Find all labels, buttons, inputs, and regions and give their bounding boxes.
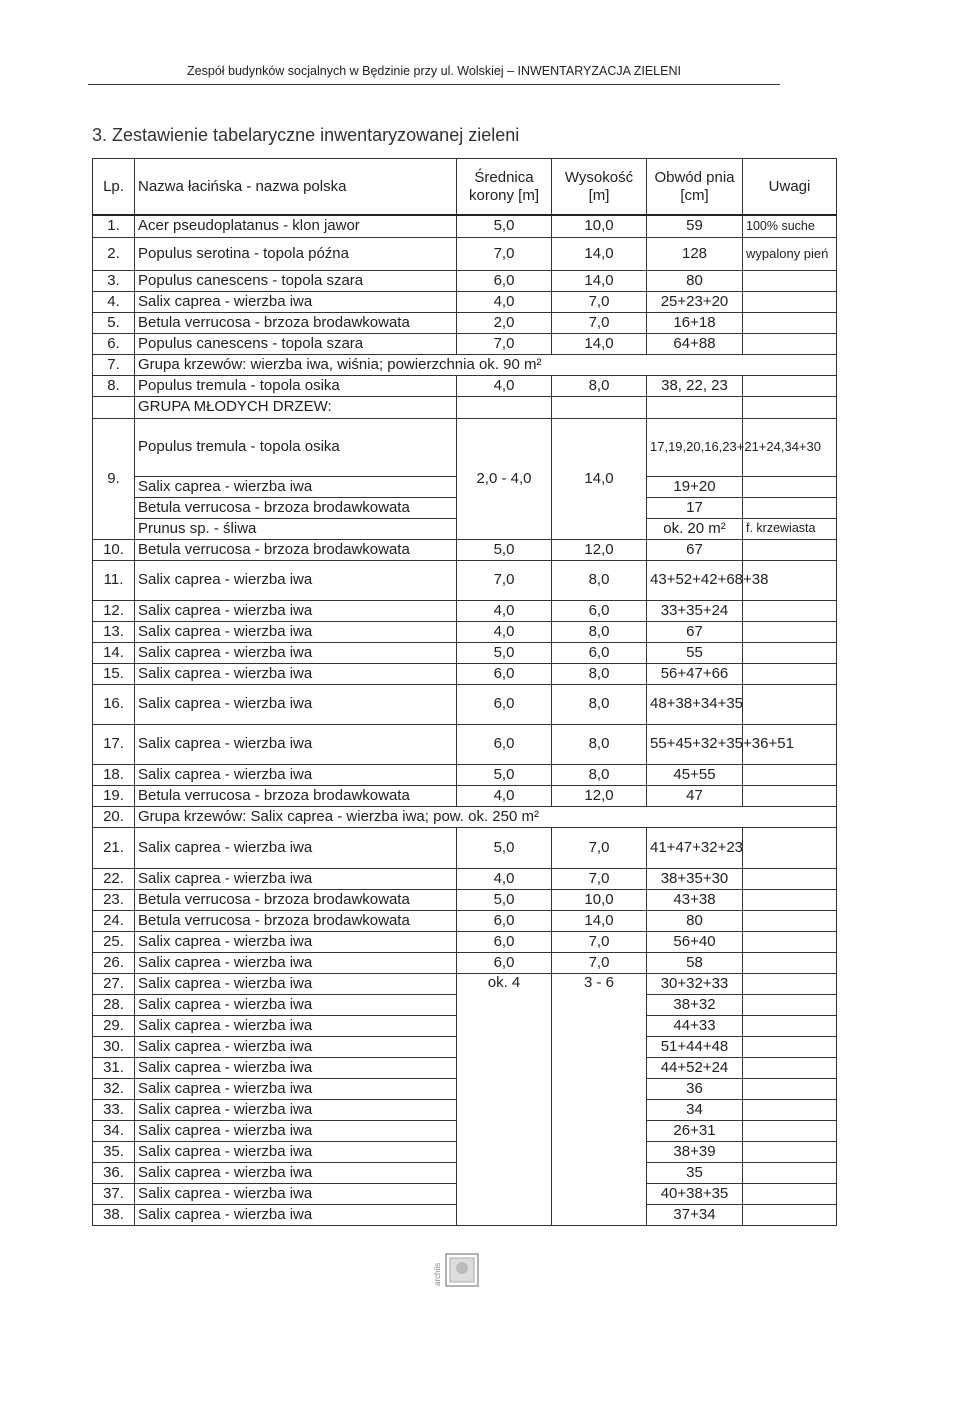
- cell-trunk: 34: [647, 1099, 743, 1120]
- table-row: [93, 270, 837, 291]
- cell-name: Populus tremula - topola osika: [135, 375, 457, 396]
- col-lp: Lp.: [93, 159, 135, 216]
- cell-trunk: 38+35+30: [647, 868, 743, 889]
- cell-notes: [743, 621, 837, 642]
- cell-lp: 25.: [93, 931, 135, 952]
- table-row: [93, 910, 837, 931]
- cell-notes: [743, 1183, 837, 1204]
- cell-crown: 4,0: [457, 868, 552, 889]
- cell-lp: 21.: [93, 827, 135, 868]
- cell-name: Salix caprea - wierzba iwa: [135, 764, 457, 785]
- cell-height: 8,0: [552, 375, 647, 396]
- cell-notes: [743, 1036, 837, 1057]
- cell-height: 14,0: [552, 910, 647, 931]
- cell-trunk: 55+45+32+35+36+51: [647, 724, 743, 764]
- cell-trunk: 67: [647, 539, 743, 560]
- cell-crown: 6,0: [457, 684, 552, 724]
- cell-height: 14,0: [552, 418, 647, 539]
- table-row: [93, 973, 837, 994]
- cell-name: Grupa krzewów: Salix caprea - wierzba iwa; pow. ok. 250 m²: [135, 806, 837, 827]
- cell-trunk: 45+55: [647, 764, 743, 785]
- cell-name: Salix caprea - wierzba iwa: [135, 642, 457, 663]
- cell-name: Salix caprea - wierzba iwa: [135, 1183, 457, 1204]
- cell-notes: [743, 1015, 837, 1036]
- cell-name: Salix caprea - wierzba iwa: [135, 1120, 457, 1141]
- cell-notes: [743, 1057, 837, 1078]
- cell-trunk: 80: [647, 270, 743, 291]
- cell-trunk: 67: [647, 621, 743, 642]
- col-name: Nazwa łacińska - nazwa polska: [135, 159, 457, 216]
- cell-crown: 6,0: [457, 910, 552, 931]
- cell-lp: 32.: [93, 1078, 135, 1099]
- cell-notes: [743, 1162, 837, 1183]
- cell-notes: [743, 973, 837, 994]
- cell-crown: 4,0: [457, 600, 552, 621]
- table-row: [93, 889, 837, 910]
- cell-name: Salix caprea - wierzba iwa: [135, 952, 457, 973]
- cell-lp: 26.: [93, 952, 135, 973]
- cell-notes: [743, 994, 837, 1015]
- cell-lp: 20.: [93, 806, 135, 827]
- cell-lp: 23.: [93, 889, 135, 910]
- cell-notes: [743, 312, 837, 333]
- cell-height: 7,0: [552, 952, 647, 973]
- cell-height: 8,0: [552, 621, 647, 642]
- cell-trunk: 51+44+48: [647, 1036, 743, 1057]
- cell-height: 7,0: [552, 827, 647, 868]
- cell-notes: [743, 1204, 837, 1225]
- cell-notes: [743, 539, 837, 560]
- cell-crown: 5,0: [457, 764, 552, 785]
- cell-trunk: 56+47+66: [647, 663, 743, 684]
- table-row: [93, 396, 837, 418]
- cell-trunk: 17: [647, 497, 743, 518]
- cell-notes: [743, 1141, 837, 1162]
- cell-lp: 16.: [93, 684, 135, 724]
- cell-name: Populus serotina - topola późna: [135, 237, 457, 270]
- cell-height: 8,0: [552, 724, 647, 764]
- cell-notes: wypalony pień: [743, 237, 837, 270]
- cell-name: Betula verrucosa - brzoza brodawkowata: [135, 312, 457, 333]
- cell-crown: 4,0: [457, 375, 552, 396]
- table-row: [93, 724, 837, 764]
- cell-trunk: 38+39: [647, 1141, 743, 1162]
- cell-notes: [743, 270, 837, 291]
- col-notes: Uwagi: [743, 159, 837, 216]
- table-row: [93, 312, 837, 333]
- table-cell: [552, 396, 647, 418]
- cell-name: Salix caprea - wierzba iwa: [135, 1162, 457, 1183]
- col-crown: Średnica korony [m]: [457, 159, 552, 216]
- cell-trunk: 55: [647, 642, 743, 663]
- cell-name: Salix caprea - wierzba iwa: [135, 827, 457, 868]
- cell-lp: 24.: [93, 910, 135, 931]
- cell-trunk: 17,19,20,16,23+21+24,34+30: [647, 418, 743, 476]
- inventory-table: [92, 158, 837, 1226]
- cell-lp: 10.: [93, 539, 135, 560]
- cell-lp: 27.: [93, 973, 135, 994]
- cell-trunk: 44+52+24: [647, 1057, 743, 1078]
- cell-lp: 38.: [93, 1204, 135, 1225]
- cell-crown: 4,0: [457, 291, 552, 312]
- cell-name: Betula verrucosa - brzoza brodawkowata: [135, 785, 457, 806]
- cell-notes: [743, 827, 837, 868]
- cell-lp: 18.: [93, 764, 135, 785]
- cell-trunk: 47: [647, 785, 743, 806]
- cell-crown: 5,0: [457, 642, 552, 663]
- cell-crown: 2,0 - 4,0: [457, 418, 552, 539]
- cell-crown: 6,0: [457, 270, 552, 291]
- cell-trunk: 37+34: [647, 1204, 743, 1225]
- cell-height: 7,0: [552, 868, 647, 889]
- cell-crown: 5,0: [457, 215, 552, 237]
- cell-crown: 4,0: [457, 785, 552, 806]
- cell-name: Salix caprea - wierzba iwa: [135, 476, 457, 497]
- cell-trunk: 128: [647, 237, 743, 270]
- cell-crown: 6,0: [457, 663, 552, 684]
- cell-lp: 7.: [93, 354, 135, 375]
- table-row: [93, 291, 837, 312]
- table-row: [93, 237, 837, 270]
- cell-name: Salix caprea - wierzba iwa: [135, 994, 457, 1015]
- cell-trunk: 41+47+32+23: [647, 827, 743, 868]
- cell-name: Grupa krzewów: wierzba iwa, wiśnia; powierzchnia ok. 90 m²: [135, 354, 837, 375]
- cell-height: 8,0: [552, 560, 647, 600]
- cell-trunk: 64+88: [647, 333, 743, 354]
- cell-height: 10,0: [552, 215, 647, 237]
- cell-notes: f. krzewiasta: [743, 518, 837, 539]
- cell-lp: 6.: [93, 333, 135, 354]
- cell-height: 6,0: [552, 600, 647, 621]
- table-row: [93, 764, 837, 785]
- cell-crown: 2,0: [457, 312, 552, 333]
- cell-name: Salix caprea - wierzba iwa: [135, 600, 457, 621]
- table-header-row: [93, 159, 837, 216]
- cell-lp: 29.: [93, 1015, 135, 1036]
- archiis-logo: [432, 1250, 482, 1290]
- cell-name: Betula verrucosa - brzoza brodawkowata: [135, 497, 457, 518]
- cell-height: 14,0: [552, 270, 647, 291]
- cell-name: Salix caprea - wierzba iwa: [135, 684, 457, 724]
- cell-crown: 7,0: [457, 560, 552, 600]
- cell-height: 6,0: [552, 642, 647, 663]
- cell-trunk: 35: [647, 1162, 743, 1183]
- cell-lp: 2.: [93, 237, 135, 270]
- cell-name: Acer pseudoplatanus - klon jawor: [135, 215, 457, 237]
- cell-trunk: 19+20: [647, 476, 743, 497]
- cell-height: 10,0: [552, 889, 647, 910]
- cell-trunk: ok. 20 m²: [647, 518, 743, 539]
- cell-notes: [743, 889, 837, 910]
- table-row: [93, 806, 837, 827]
- cell-height: 12,0: [552, 539, 647, 560]
- cell-notes: [743, 1099, 837, 1120]
- cell-crown: ok. 4: [457, 973, 552, 1225]
- cell-notes: [743, 476, 837, 497]
- table-row: [93, 931, 837, 952]
- cell-name: Salix caprea - wierzba iwa: [135, 1141, 457, 1162]
- cell-trunk: 43+38: [647, 889, 743, 910]
- cell-notes: [743, 868, 837, 889]
- cell-crown: 6,0: [457, 952, 552, 973]
- cell-trunk: 58: [647, 952, 743, 973]
- cell-name: Salix caprea - wierzba iwa: [135, 1057, 457, 1078]
- cell-notes: [743, 1120, 837, 1141]
- cell-notes: [743, 785, 837, 806]
- section-title: 3. Zestawienie tabelaryczne inwentaryzowanej zieleni: [92, 125, 520, 145]
- cell-trunk: 56+40: [647, 931, 743, 952]
- cell-trunk: 48+38+34+35: [647, 684, 743, 724]
- cell-lp: 13.: [93, 621, 135, 642]
- table-row: [93, 375, 837, 396]
- cell-notes: 100% suche: [743, 215, 837, 237]
- page-header: Zespół budynków socjalnych w Będzinie przy ul. Wolskiej – INWENTARYZACJA ZIELENI: [88, 64, 780, 85]
- cell-lp: 35.: [93, 1141, 135, 1162]
- cell-lp: [93, 396, 135, 418]
- cell-crown: 6,0: [457, 724, 552, 764]
- cell-notes: [743, 333, 837, 354]
- cell-lp: 31.: [93, 1057, 135, 1078]
- cell-name: Salix caprea - wierzba iwa: [135, 724, 457, 764]
- cell-name: Salix caprea - wierzba iwa: [135, 560, 457, 600]
- table-cell: [457, 396, 552, 418]
- cell-notes: [743, 931, 837, 952]
- cell-lp: 17.: [93, 724, 135, 764]
- cell-height: 3 - 6: [552, 973, 647, 1225]
- cell-lp: 36.: [93, 1162, 135, 1183]
- cell-trunk: 44+33: [647, 1015, 743, 1036]
- table-row: [93, 560, 837, 600]
- table-row: [93, 539, 837, 560]
- cell-lp: 14.: [93, 642, 135, 663]
- table-cell: [743, 396, 837, 418]
- cell-notes: [743, 497, 837, 518]
- cell-trunk: 38, 22, 23: [647, 375, 743, 396]
- cell-height: 7,0: [552, 931, 647, 952]
- cell-lp: 4.: [93, 291, 135, 312]
- cell-height: 8,0: [552, 663, 647, 684]
- svg-text:archiis: archiis: [433, 1262, 442, 1286]
- table-row: [93, 785, 837, 806]
- cell-height: 7,0: [552, 291, 647, 312]
- table-row: [93, 333, 837, 354]
- cell-notes: [743, 684, 837, 724]
- cell-lp: 8.: [93, 375, 135, 396]
- cell-trunk: 43+52+42+68+38: [647, 560, 743, 600]
- cell-crown: 5,0: [457, 539, 552, 560]
- cell-lp: 15.: [93, 663, 135, 684]
- cell-lp: 28.: [93, 994, 135, 1015]
- group-heading: GRUPA MŁODYCH DRZEW:: [135, 396, 457, 418]
- cell-notes: [743, 600, 837, 621]
- cell-name: Prunus sp. - śliwa: [135, 518, 457, 539]
- cell-name: Salix caprea - wierzba iwa: [135, 1036, 457, 1057]
- table-row: [93, 621, 837, 642]
- cell-lp: 22.: [93, 868, 135, 889]
- cell-lp: 9.: [93, 418, 135, 539]
- table-row: [93, 663, 837, 684]
- cell-trunk: 30+32+33: [647, 973, 743, 994]
- cell-height: 7,0: [552, 312, 647, 333]
- cell-lp: 33.: [93, 1099, 135, 1120]
- col-trunk: Obwód pnia [cm]: [647, 159, 743, 216]
- col-height: Wysokość [m]: [552, 159, 647, 216]
- cell-name: Betula verrucosa - brzoza brodawkowata: [135, 539, 457, 560]
- cell-height: 12,0: [552, 785, 647, 806]
- cell-crown: 6,0: [457, 931, 552, 952]
- cell-trunk: 80: [647, 910, 743, 931]
- cell-name: Salix caprea - wierzba iwa: [135, 1099, 457, 1120]
- cell-trunk: 26+31: [647, 1120, 743, 1141]
- cell-notes: [743, 910, 837, 931]
- cell-crown: 7,0: [457, 237, 552, 270]
- table-row: [93, 600, 837, 621]
- table-cell: [647, 396, 743, 418]
- cell-lp: 1.: [93, 215, 135, 237]
- cell-trunk: 59: [647, 215, 743, 237]
- cell-name: Populus canescens - topola szara: [135, 333, 457, 354]
- cell-name: Salix caprea - wierzba iwa: [135, 1204, 457, 1225]
- cell-lp: 5.: [93, 312, 135, 333]
- cell-trunk: 36: [647, 1078, 743, 1099]
- cell-crown: 5,0: [457, 827, 552, 868]
- table-row: [93, 952, 837, 973]
- table-row: [93, 354, 837, 375]
- cell-trunk: 25+23+20: [647, 291, 743, 312]
- cell-name: Salix caprea - wierzba iwa: [135, 868, 457, 889]
- cell-name: Salix caprea - wierzba iwa: [135, 291, 457, 312]
- cell-name: Betula verrucosa - brzoza brodawkowata: [135, 910, 457, 931]
- cell-name: Populus canescens - topola szara: [135, 270, 457, 291]
- cell-notes: [743, 291, 837, 312]
- cell-crown: 5,0: [457, 889, 552, 910]
- cell-notes: [743, 952, 837, 973]
- cell-notes: [743, 642, 837, 663]
- cell-trunk: 38+32: [647, 994, 743, 1015]
- table-row: [93, 642, 837, 663]
- cell-notes: [743, 375, 837, 396]
- cell-name: Salix caprea - wierzba iwa: [135, 1015, 457, 1036]
- cell-trunk: 16+18: [647, 312, 743, 333]
- cell-lp: 19.: [93, 785, 135, 806]
- cell-name: Betula verrucosa - brzoza brodawkowata: [135, 889, 457, 910]
- table-row: [93, 215, 837, 237]
- cell-trunk: 40+38+35: [647, 1183, 743, 1204]
- cell-crown: 4,0: [457, 621, 552, 642]
- cell-notes: [743, 764, 837, 785]
- cell-name: Salix caprea - wierzba iwa: [135, 663, 457, 684]
- cell-name: Populus tremula - topola osika: [135, 418, 457, 476]
- cell-height: 8,0: [552, 684, 647, 724]
- cell-lp: 11.: [93, 560, 135, 600]
- cell-lp: 37.: [93, 1183, 135, 1204]
- table-row: [93, 418, 837, 476]
- table-row: [93, 827, 837, 868]
- cell-name: Salix caprea - wierzba iwa: [135, 931, 457, 952]
- table-row: [93, 868, 837, 889]
- cell-name: Salix caprea - wierzba iwa: [135, 973, 457, 994]
- cell-name: Salix caprea - wierzba iwa: [135, 1078, 457, 1099]
- cell-lp: 30.: [93, 1036, 135, 1057]
- cell-notes: [743, 1078, 837, 1099]
- cell-height: 14,0: [552, 237, 647, 270]
- cell-height: 14,0: [552, 333, 647, 354]
- cell-trunk: 33+35+24: [647, 600, 743, 621]
- cell-notes: [743, 663, 837, 684]
- cell-crown: 7,0: [457, 333, 552, 354]
- cell-height: 8,0: [552, 764, 647, 785]
- cell-name: Salix caprea - wierzba iwa: [135, 621, 457, 642]
- cell-lp: 3.: [93, 270, 135, 291]
- cell-lp: 12.: [93, 600, 135, 621]
- table-row: [93, 684, 837, 724]
- cell-lp: 34.: [93, 1120, 135, 1141]
